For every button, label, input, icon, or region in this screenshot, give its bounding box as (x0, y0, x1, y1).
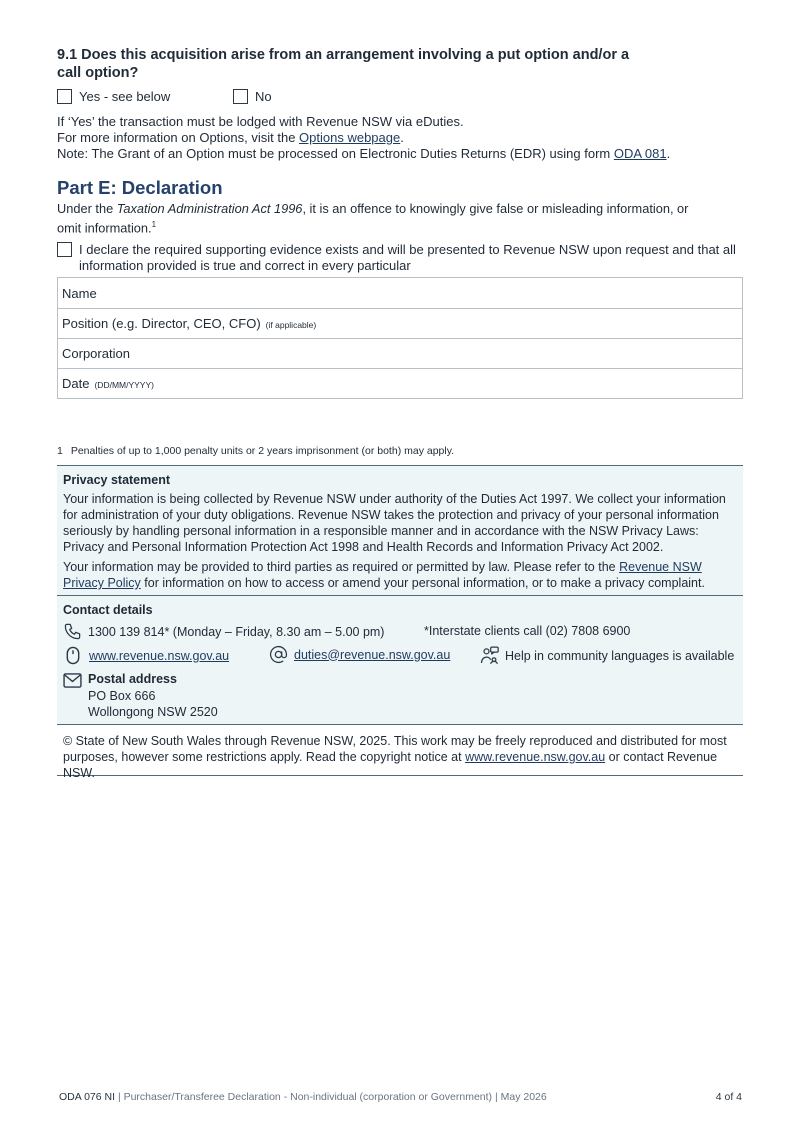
privacy-heading: Privacy statement (63, 473, 171, 487)
date-note: (DD/MM/YYYY) (94, 380, 154, 390)
option-info (57, 114, 670, 162)
copyright-text: © State of New South Wales through Revenue NSW, 2025. This work may be freely reproduced and distributed for most purposes, however some restrictions apply. Read the copyright notice at (63, 734, 727, 764)
options-webpage-link[interactable]: Options webpage (299, 130, 401, 145)
footnote-text: Penalties of up to 1,000 penalty units or 2 years imprisonment (or both) may apply. (70, 445, 455, 457)
copyright-suffix: or contact Revenue NSW. (63, 750, 718, 780)
mail-envelope-icon (63, 673, 82, 721)
option-yes[interactable] (57, 89, 170, 104)
page-footer (59, 1091, 742, 1103)
languages-item (479, 646, 734, 665)
phone-icon (63, 622, 82, 641)
footer-left (59, 1091, 547, 1103)
postal-lines (88, 671, 218, 721)
form-title: Purchaser/Transferee Declaration - Non-individual (corporation or Government) (123, 1091, 493, 1103)
privacy-para-2-text: Your information may be provided to third parties as required or permitted by law. Please refer to the (63, 560, 620, 574)
postal-line-1: PO Box 666 (88, 688, 156, 703)
website-item (65, 646, 229, 665)
privacy-para-1: Your information is being collected by Revenue NSW under authority of the Duties Act 1997. We collect your information for administration of your duty obligations. Revenue NSW takes the protection and privacy of your personal information seriously by handling personal information in a responsible manner and in accordance with the NSW Privacy Laws: Privacy and Personal Information Protection Act 1998 and Health Records and Information Privacy Act 2002. (63, 492, 726, 554)
yes-checkbox[interactable] (57, 89, 72, 104)
position-label: Position (e.g. Director, CEO, CFO) (62, 316, 261, 331)
info-line-2-suffix: . (400, 130, 404, 145)
languages-text: Help in community languages is available (505, 648, 735, 663)
declare-checkbox[interactable] (57, 242, 72, 257)
option-no[interactable] (233, 89, 272, 104)
footer-sep-2: | (492, 1091, 501, 1103)
date-field[interactable] (58, 368, 742, 398)
intro-suffix: , it is an offence to knowingly give false or misleading information, or omit information. (57, 201, 689, 236)
community-languages-icon (479, 646, 499, 665)
form-code: ODA 076 NI (59, 1091, 116, 1103)
info-line-2 (57, 130, 670, 146)
question-title: 9.1 Does this acquisition arise from an arrangement involving a put option and/or a call option? (57, 47, 630, 81)
form-date: May 2026 (500, 1091, 547, 1103)
info-line-3-suffix: . (666, 146, 671, 161)
footnote (57, 445, 454, 457)
info-line-2-text: For more information on Options, visit the (57, 130, 300, 145)
intro-act: Taxation Administration Act 1996 (116, 201, 303, 216)
privacy-policy-link[interactable]: Revenue NSW Privacy Policy (63, 560, 702, 590)
position-field[interactable] (58, 308, 742, 338)
privacy-para-2-suffix: for information on how to access or amend your personal information, or to make a privacy complaint. (140, 576, 705, 590)
intro-prefix: Under the (57, 201, 117, 216)
postal-line-2: Wollongong NSW 2520 (88, 705, 218, 719)
declaration-intro (57, 201, 697, 236)
footnote-number: 1 (57, 445, 63, 457)
privacy-statement (57, 465, 743, 595)
at-sign-icon (269, 645, 288, 664)
page-number: 4 of 4 (715, 1091, 742, 1103)
interstate-text: *Interstate clients call (02) 7808 6900 (424, 624, 631, 638)
corporation-label: Corporation (62, 346, 130, 361)
info-line-3 (57, 146, 670, 162)
declaration-heading: Part E: Declaration (57, 177, 223, 198)
website-link[interactable]: www.revenue.nsw.gov.au (89, 648, 230, 663)
footnote-ref: 1 (151, 220, 157, 229)
mouse-icon (65, 646, 81, 665)
copyright-notice (57, 724, 743, 780)
privacy-para-2 (63, 559, 737, 591)
interstate-item (424, 624, 630, 638)
copyright-website-link[interactable]: www.revenue.nsw.gov.au (465, 750, 606, 764)
contact-details (57, 595, 743, 724)
email-link[interactable]: duties@revenue.nsw.gov.au (294, 647, 451, 662)
email-item (269, 645, 450, 664)
info-line-1: If ‘Yes’ the transaction must be lodged with Revenue NSW via eDuties. (57, 114, 464, 129)
declare-checkbox-row[interactable] (57, 242, 737, 274)
phone-item (63, 622, 384, 641)
declaration-fields (57, 277, 743, 399)
date-label: Date (62, 376, 90, 391)
footer-sep-1: | (115, 1091, 124, 1103)
oda-081-link[interactable]: ODA 081 (613, 146, 667, 161)
info-line-3-text: Note: The Grant of an Option must be processed on Electronic Duties Returns (EDR) using form (57, 146, 614, 161)
name-field[interactable] (58, 278, 742, 308)
no-checkbox[interactable] (233, 89, 248, 104)
postal-address (63, 671, 218, 721)
name-label: Name (62, 285, 97, 301)
postal-heading: Postal address (88, 672, 177, 686)
option-no-label: No (255, 89, 272, 104)
position-note: (if applicable) (265, 320, 317, 330)
corporation-field[interactable] (58, 338, 742, 368)
declare-text: I declare the required supporting evidence exists and will be presented to Revenue NSW upon request and that all information provided is true and correct in every particular (79, 242, 736, 273)
option-yes-label: Yes - see below (79, 89, 171, 104)
contact-heading: Contact details (63, 603, 153, 617)
phone-text: 1300 139 814* (Monday – Friday, 8.30 am – 5.00 pm) (88, 624, 385, 639)
